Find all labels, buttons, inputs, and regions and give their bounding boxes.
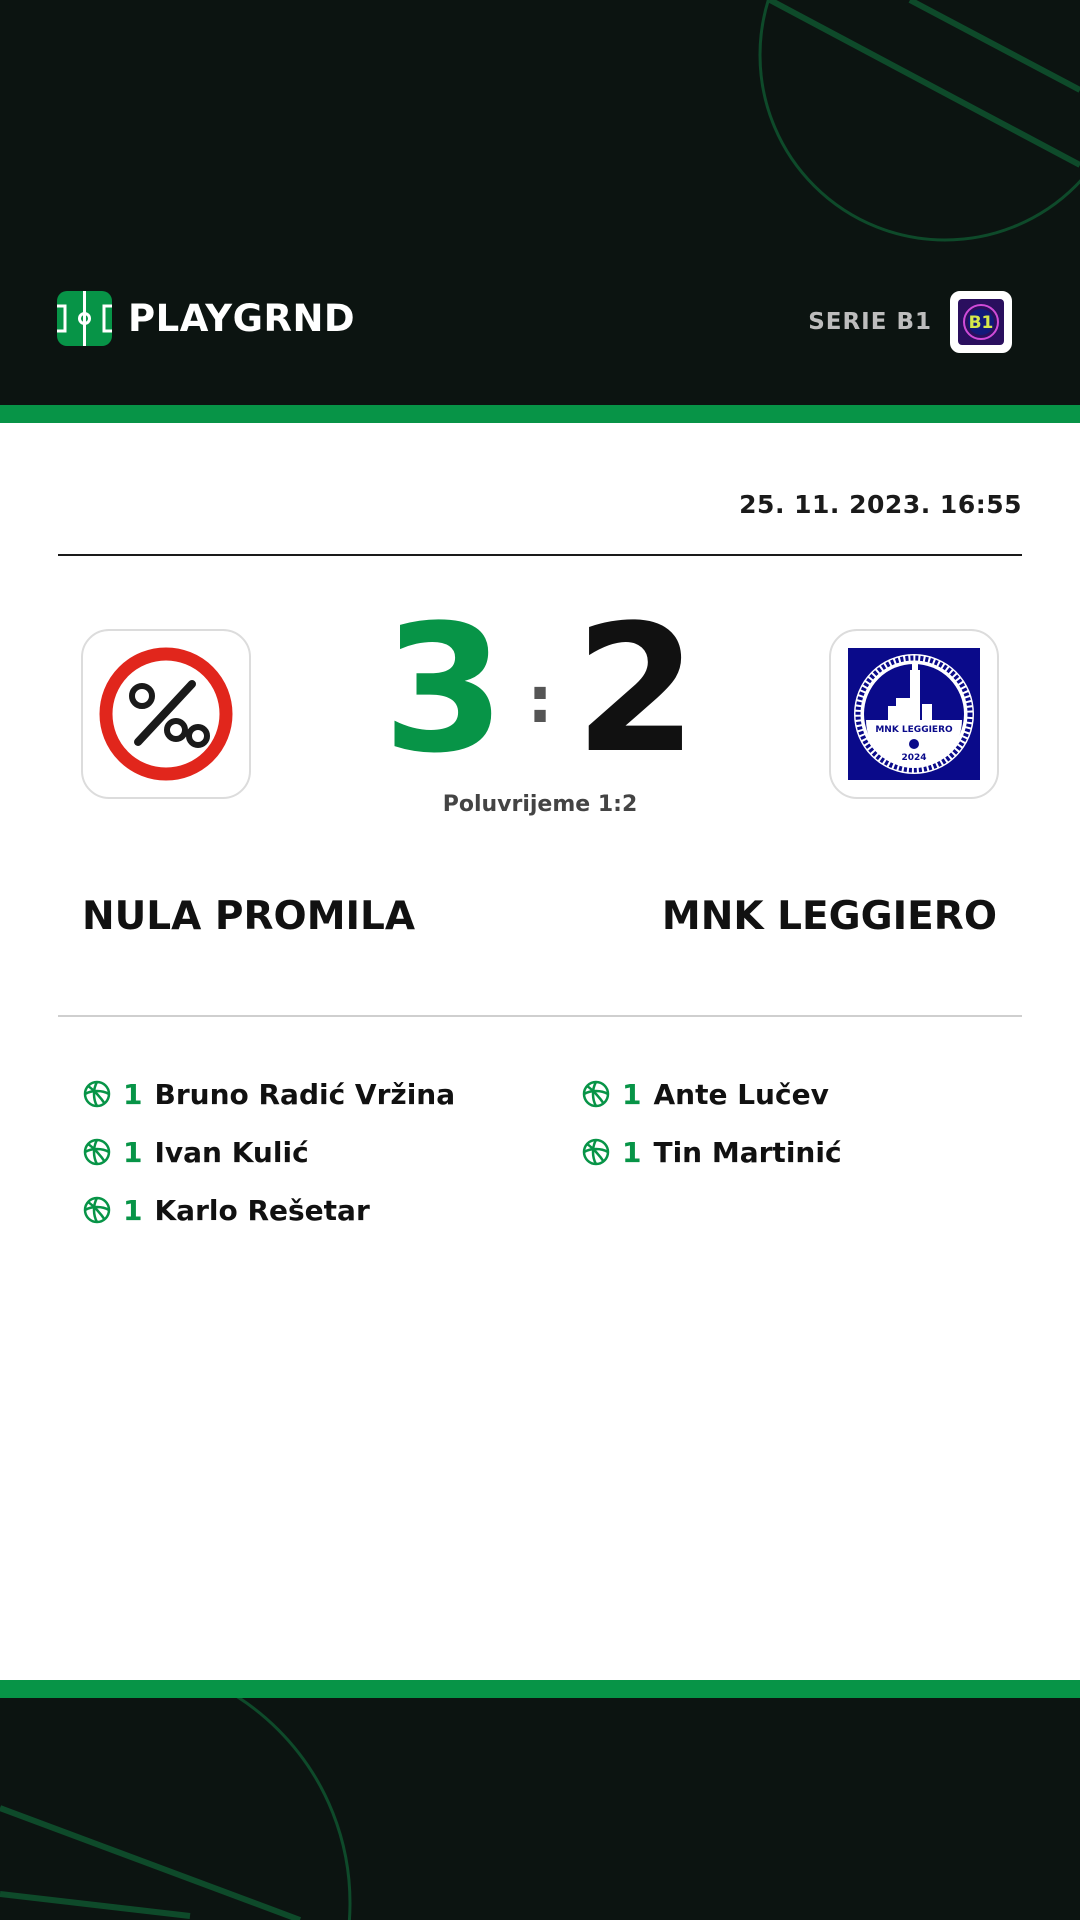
league-name: SERIE B1 <box>808 309 932 335</box>
divider <box>58 1015 1022 1017</box>
header-accent-bar <box>0 405 1080 423</box>
scorer-name: Karlo Rešetar <box>154 1193 370 1227</box>
ball-icon <box>582 1080 610 1108</box>
brand[interactable] <box>57 291 355 346</box>
away-crest-year: 2024 <box>901 753 927 763</box>
brand-name: PLAYGRND <box>128 297 356 340</box>
ball-icon <box>83 1138 111 1166</box>
ball-icon <box>83 1196 111 1224</box>
scoreboard <box>0 587 1080 792</box>
scorer-item <box>83 1123 455 1181</box>
scorer-name: Tin Martinić <box>653 1135 842 1169</box>
league[interactable] <box>808 291 1012 353</box>
scorer-name: Ante Lučev <box>653 1077 829 1111</box>
away-scorers-list <box>582 1065 842 1181</box>
league-logo-text: B1 <box>968 313 994 333</box>
ball-icon <box>582 1138 610 1166</box>
scorer-goals: 1 <box>622 1077 642 1111</box>
ball-icon <box>83 1080 111 1108</box>
match-datetime: 25. 11. 2023. 16:55 <box>739 490 1022 519</box>
scorer-goals: 1 <box>123 1135 143 1169</box>
scorer-goals: 1 <box>123 1077 143 1111</box>
league-logo <box>950 291 1012 353</box>
scorer-name: Ivan Kulić <box>154 1135 309 1169</box>
scorer-goals: 1 <box>123 1193 143 1227</box>
home-team-name[interactable]: NULA PROMILA <box>82 894 416 939</box>
scorer-goals: 1 <box>622 1135 642 1169</box>
pitch-icon <box>57 291 112 346</box>
pitch-lines-decoration <box>0 1698 1080 1920</box>
home-scorers-list <box>83 1065 455 1239</box>
scorer-item <box>83 1065 455 1123</box>
away-score: 2 <box>574 587 698 792</box>
score-separator: : <box>527 664 553 738</box>
scorer-item <box>83 1181 455 1239</box>
footer <box>0 1698 1080 1920</box>
divider <box>58 554 1022 556</box>
footer-accent-bar <box>0 1680 1080 1698</box>
header <box>0 0 1080 405</box>
away-team-name[interactable]: MNK LEGGIERO <box>661 894 997 939</box>
scorer-name: Bruno Radić Vržina <box>154 1077 456 1111</box>
scorer-item <box>582 1123 842 1181</box>
halftime-score: Poluvrijeme 1:2 <box>442 792 638 817</box>
home-score: 3 <box>382 587 506 792</box>
away-crest-name: MNK LEGGIERO <box>875 725 953 735</box>
scorer-item <box>582 1065 842 1123</box>
